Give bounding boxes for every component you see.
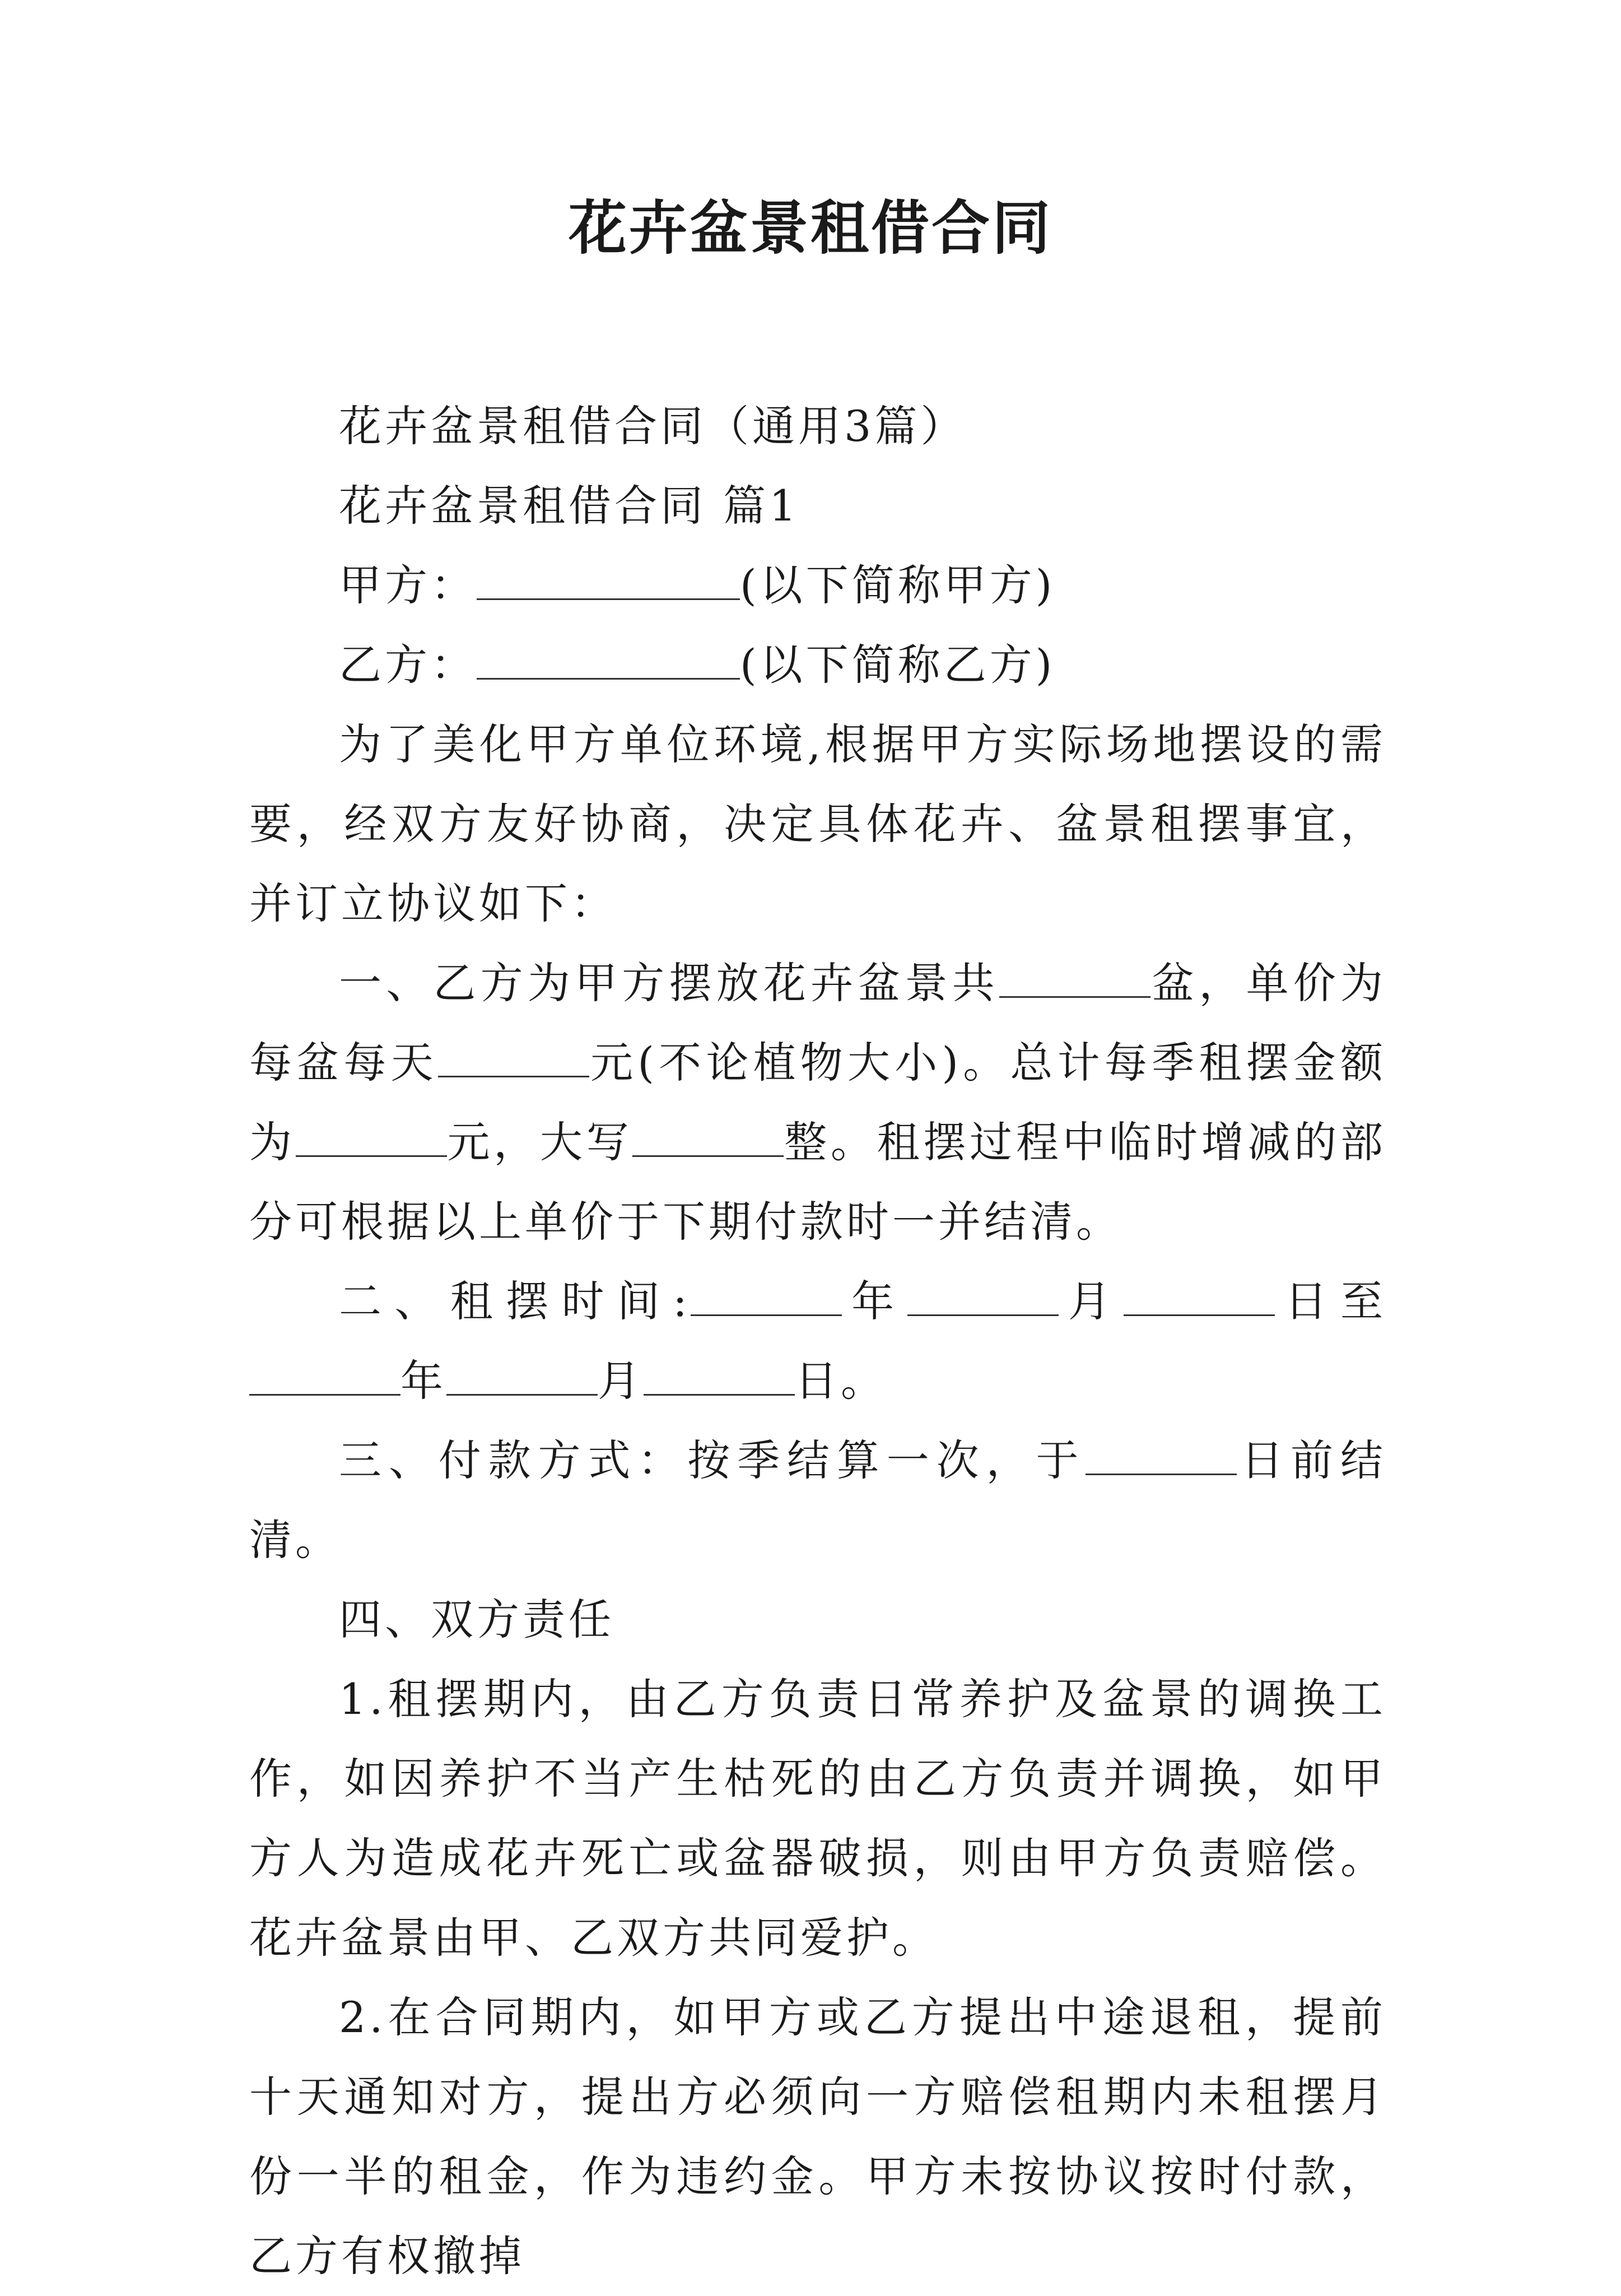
clause-1 [249, 944, 1386, 1262]
clause-2 [249, 1262, 1386, 1421]
party-a-suffix: (以下简称甲方) [740, 560, 1056, 610]
clause-1-part-2: 盆，单价为每盆每天 [249, 958, 1387, 1087]
clause-2-part-7: 日。 [795, 1356, 887, 1406]
clause-2-part-4: 日至 [1275, 1276, 1387, 1326]
clause-2-blank-5 [446, 1359, 598, 1396]
clause-1-blank-3 [296, 1121, 447, 1157]
clause-2-part-5: 年 [400, 1356, 446, 1406]
clause-1-part-1: 一、乙方为甲方摆放花卉盆景共 [339, 958, 999, 1008]
party-b-label: 乙方： [339, 640, 477, 690]
clause-3-blank-1 [1086, 1439, 1237, 1475]
clause-3-part-2: 日前结清。 [249, 1435, 1387, 1565]
clause-2-blank-3 [1124, 1280, 1275, 1316]
document-title: 花卉盆景租借合同 [568, 193, 1052, 262]
clause-2-blank-6 [644, 1359, 795, 1396]
clause-4-heading: 四、双方责任 [339, 1595, 614, 1644]
clause-3-part-1: 三、付款方式：按季结算一次，于 [339, 1435, 1086, 1485]
clause-4-item-2: 2.在合同期内，如甲方或乙方提出中途退租，提前十天通知对方，提出方必须向一方赔偿租期内未租摆月份一半的租金，作为违约金。甲方未按协议按时付款，乙方有权撤掉 [249, 1992, 1386, 2281]
clause-1-blank-1 [999, 961, 1150, 998]
party-a-label: 甲方： [339, 560, 477, 610]
clause-2-part-6: 月 [598, 1356, 644, 1406]
clause-3 [249, 1421, 1386, 1580]
party-a-line [249, 546, 1386, 625]
party-b-line [249, 625, 1386, 705]
party-b-suffix: (以下简称乙方) [740, 640, 1056, 690]
clause-1-part-4: 元，大写 [446, 1117, 633, 1167]
section-heading: 花卉盆景租借合同 篇1 [339, 481, 800, 531]
subtitle: 花卉盆景租借合同（通用3篇） [339, 401, 967, 451]
clause-2-blank-4 [249, 1359, 400, 1396]
clause-2-part-1: 二、租摆时间: [339, 1276, 691, 1326]
clause-1-part-5: 整。租摆过程中临时增减的部分可根据以上单价于下期付款时一并结清。 [249, 1117, 1387, 1247]
party-b-blank [477, 643, 740, 680]
party-a-blank [477, 564, 740, 600]
clause-2-blank-1 [691, 1280, 842, 1316]
clause-2-part-2: 年 [841, 1276, 907, 1326]
clause-1-part-3: 元(不论植物大小)。总计每季租摆金额为 [249, 1038, 1386, 1167]
clause-4-item-1: 1.租摆期内，由乙方负责日常养护及盆景的调换工作，如因养护不当产生枯死的由乙方负责并调换，如甲方人为造成花卉死亡或盆器破损，则由甲方负责赔偿。花卉盆景由甲、乙双方共同爱护。 [249, 1674, 1386, 1963]
clause-1-blank-4 [632, 1121, 784, 1157]
preamble: 为了美化甲方单位环境,根据甲方实际场地摆设的需要，经双方友好协商，决定具体花卉、盆景租摆事宜，并订立协议如下： [249, 719, 1386, 928]
document-body [249, 387, 1386, 2296]
clause-2-blank-2 [907, 1280, 1059, 1316]
clause-1-blank-2 [438, 1041, 589, 1077]
clause-2-part-3: 月 [1058, 1276, 1124, 1326]
